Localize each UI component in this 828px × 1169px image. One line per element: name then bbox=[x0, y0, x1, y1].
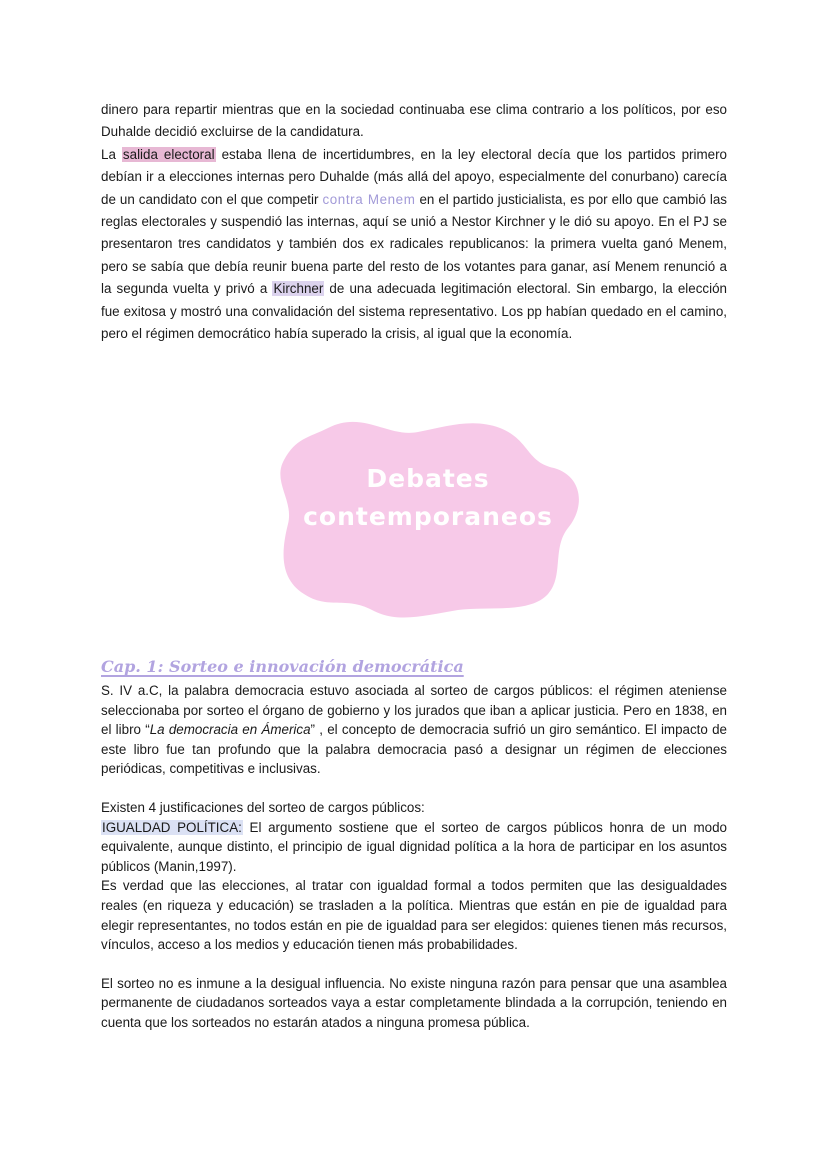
highlight-igualdad-politica: IGUALDAD POLÍTICA: bbox=[102, 819, 242, 835]
spacer bbox=[101, 955, 727, 974]
blob-title-line-1: Debates bbox=[366, 464, 490, 493]
text-segment: en el partido justicialista, es por ello que cambió las reglas electorales y suspendió las internas, aquí se unió a Nestor Kirchner y le dió su apoyo. En el PJ se presentaron tres candidatos y también dos ex radicales republicanos: la primera vuelta ganó Menem, pero se sabía que debía reunir buena parte del resto de los votantes para ganar, así Menem renunció a la segunda vuelta y privó a bbox=[101, 191, 727, 297]
text-segment: estaba llena de incertidumbres, en la ley electoral decía que los partidos primero debían ir a elecciones internas pero Duhalde (más allá del apoyo, especialmente del conurbano) carecía de un candidato con el que competir bbox=[101, 146, 727, 207]
paragraph-igualdad-politica bbox=[101, 818, 727, 877]
text-segment: ” , el concepto de democracia sufrió un giro semántico. El impacto de este libro fue tan profundo que la palabra democracia pasó a designar un régimen de elecciones periódicas, competitivas e inclusivas. bbox=[101, 722, 727, 777]
handwritten-note-contra-menem: contra Menem bbox=[322, 191, 416, 207]
spacer bbox=[101, 779, 727, 798]
paragraph-elecciones-desigualdad bbox=[101, 876, 727, 954]
text-segment: Es verdad que las elecciones, al tratar con igualdad formal a todos permiten que las desigualdades reales (en riqueza y educación) se trasladen a la política. Mientras que están en pie de igualdad para elegir representantes, no todos están en pie de igualdad para ser elegidos: quienes tienen más recursos, vínculos, acceso a los medios y educación tienen más probabilidades. bbox=[101, 878, 727, 953]
chapter-heading: Cap. 1: Sorteo e innovación democrática bbox=[101, 657, 464, 676]
highlight-salida-electoral: salida electoral bbox=[122, 146, 215, 162]
paragraph-duhalde bbox=[101, 99, 727, 144]
text-segment: El argumento sostiene que el sorteo de cargos públicos honra de un modo equivalente, aunque distinto, el principio de igual dignidad política a la hora de participar en los asuntos públicos (Manin,1997). bbox=[101, 819, 727, 874]
paragraph-sorteo-historia bbox=[101, 681, 727, 779]
top-text-block bbox=[101, 99, 727, 345]
text-segment: S. IV a.C, la palabra democracia estuvo asociada al sorteo de cargos públicos: el régimen ateniense seleccionaba por sorteo el órgano de gobierno y los jurados que iban a aplicar justicia. Pero en 1838, en el libro “ bbox=[101, 683, 727, 738]
paragraph-justificaciones-intro bbox=[101, 798, 727, 818]
paragraph-duhalde-text: dinero para repartir mientras que en la sociedad continuaba ese clima contrario a los políticos, por eso Duhalde decidió excluirse de la candidatura. bbox=[101, 102, 727, 140]
text-segment: Existen 4 justificaciones del sorteo de cargos públicos: bbox=[101, 799, 425, 815]
bottom-text-block bbox=[101, 681, 727, 1033]
text-segment: El sorteo no es inmune a la desigual influencia. No existe ninguna razón para pensar que una asamblea permanente de ciudadanos sorteados vaya a estar completamente blindada a la corrupción, teniendo en cuenta que los sorteados no estarán atados a ninguna promesa pública. bbox=[101, 975, 727, 1030]
book-title: La democracia en Ámerica bbox=[149, 722, 311, 738]
paragraph-sorteo-influencia bbox=[101, 974, 727, 1033]
text-segment: de una adecuada legitimación electoral. Sin embargo, la elección fue exitosa y mostró una convalidación del sistema representativo. Los pp habían quedado en el camino, pero el régimen democrático había superado la crisis, al igual que la economía. bbox=[101, 281, 727, 342]
text-segment: La bbox=[101, 146, 122, 162]
section-title-blob bbox=[268, 410, 588, 630]
highlight-kirchner: Kirchner bbox=[273, 281, 324, 297]
paragraph-salida-electoral bbox=[101, 144, 727, 346]
blob-title-line-2: contemporaneos bbox=[303, 502, 553, 531]
